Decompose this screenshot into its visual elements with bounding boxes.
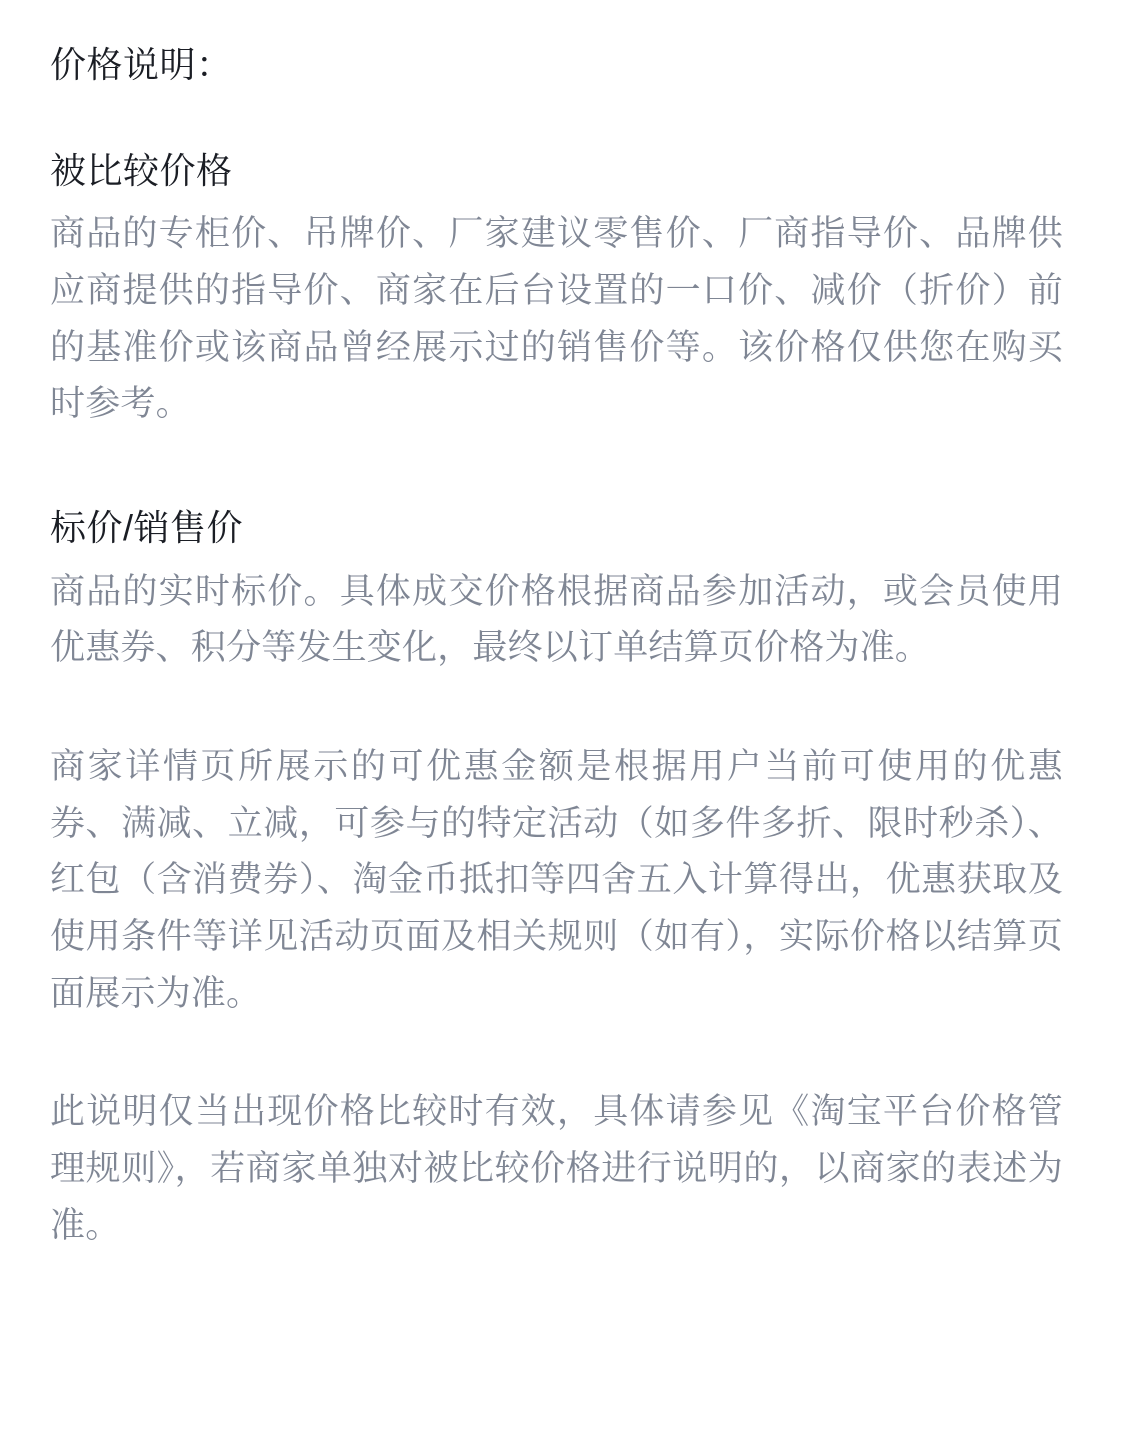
section-heading-listed-price: 标价/销售价 (50, 507, 244, 549)
page-title: 价格说明： (50, 44, 233, 85)
section-listed-price (50, 503, 1063, 677)
section-compared-price (50, 146, 1063, 433)
paragraph-disclaimer (50, 1084, 1063, 1254)
paragraph-text: 商家详情页所展示的可优惠金额是根据用户当前可使用的优惠券、满减、立减，可参与的特定活动（如多件多折、限时秒杀）、红包（含消费券）、淘金币抵扣等四舍五入计算得出，优惠获取及使用条件等详见活动页面及相关规则（如有），实际价格以结算页面展示为准。 (50, 746, 1063, 1013)
section-heading-compared-price: 被比较价格 (50, 150, 233, 191)
paragraph-discount-calculation (50, 739, 1063, 1022)
section-body-listed-price: 商品的实时标价。具体成交价格根据商品参加活动，或会员使用优惠券、积分等发生变化，最终以订单结算页价格为准。 (50, 571, 1063, 668)
section-body-compared-price: 商品的专柜价、吊牌价、厂家建议零售价、厂商指导价、品牌供应商提供的指导价、商家在后台设置的一口价、减价（折价）前的基准价或该商品曾经展示过的销售价等。该价格仅供您在购买时参考。 (50, 214, 1063, 424)
paragraph-text: 此说明仅当出现价格比较时有效，具体请参见《淘宝平台价格管理规则》，若商家单独对被比较价格进行说明的，以商家的表述为准。 (50, 1092, 1063, 1245)
